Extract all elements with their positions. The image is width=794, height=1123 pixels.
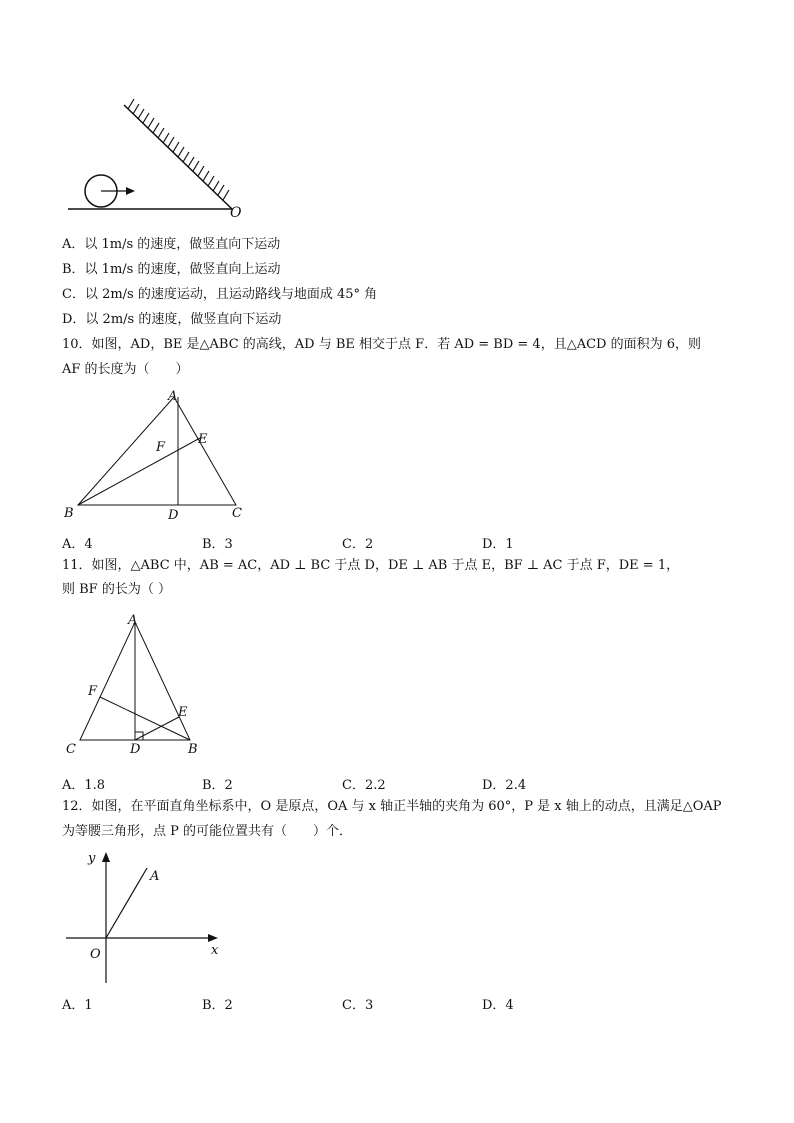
y-axis-arrow-icon <box>102 852 110 862</box>
q12-option-b: B．2 <box>202 998 233 1013</box>
label-c: C <box>232 506 242 521</box>
label-a: A <box>150 869 160 884</box>
label-a: A <box>168 389 178 404</box>
label-y: y <box>88 851 96 866</box>
x-axis-arrow-icon <box>208 934 218 942</box>
q11-stem-line2: 则 BF 的长为（ ） <box>62 582 171 597</box>
q12-stem-line2: 为等腰三角形，点 P 的可能位置共有（ ）个． <box>62 824 353 839</box>
label-a: A <box>128 613 138 628</box>
segment-de <box>135 717 179 740</box>
q9-option-b: B．以 1m/s 的速度，做竖直向上运动 <box>62 262 281 277</box>
q10-option-a: A．4 <box>62 537 93 552</box>
wall-hatching <box>128 99 229 200</box>
q11-option-a: A．1.8 <box>62 778 106 793</box>
label-d: D <box>130 742 141 757</box>
label-o: O <box>230 205 242 221</box>
label-b: B <box>64 506 74 521</box>
label-e: E <box>178 705 188 720</box>
q10-option-b: B．3 <box>202 537 233 552</box>
label-c: C <box>66 742 76 757</box>
label-b: B <box>188 742 198 757</box>
q9-option-d: D．以 2m/s 的速度，做竖直向下运动 <box>62 312 282 327</box>
arrow-head-icon <box>126 187 135 195</box>
label-f: F <box>88 684 98 699</box>
label-e: E <box>198 432 208 447</box>
q10-stem-line2: AF 的长度为（ ） <box>62 362 189 377</box>
altitude-be <box>78 438 200 505</box>
label-o: O <box>90 947 101 962</box>
q12-option-a: A．1 <box>62 998 93 1013</box>
q11-option-d: D．2.4 <box>482 778 527 793</box>
q11-option-b: B．2 <box>202 778 233 793</box>
q12-figure <box>60 848 240 988</box>
q10-option-c: C．2 <box>342 537 374 552</box>
q12-option-c: C．3 <box>342 998 374 1013</box>
q11-option-c: C．2.2 <box>342 778 386 793</box>
q10-figure <box>60 388 260 523</box>
q10-stem-line1: 10．如图，AD，BE 是△ABC 的高线，AD 与 BE 相交于点 F．若 AD = BD = 4，且△ACD 的面积为 6，则 <box>62 337 701 352</box>
q12-stem-line1: 12．如图，在平面直角坐标系中，O 是原点，OA 与 x 轴正半轴的夹角为 60°，P 是 x 轴上的动点，且满足△OAP <box>62 799 722 814</box>
q10-option-d: D．1 <box>482 537 514 552</box>
label-f: F <box>156 440 166 455</box>
q9-option-a: A．以 1m/s 的速度，做竖直向下运动 <box>62 237 281 252</box>
ray-oa <box>106 868 147 938</box>
q9-option-c: C．以 2m/s 的速度运动，且运动路线与地面成 45° 角 <box>62 287 378 302</box>
q11-stem-line1: 11．如图，△ABC 中，AB = AC，AD ⊥ BC 于点 D，DE ⊥ AB 于点 E，BF ⊥ AC 于点 F，DE = 1， <box>62 558 680 573</box>
label-x: x <box>211 943 219 958</box>
q12-option-d: D．4 <box>482 998 514 1013</box>
q9-figure <box>60 95 260 225</box>
q11-figure <box>60 610 220 760</box>
label-d: D <box>168 508 179 523</box>
